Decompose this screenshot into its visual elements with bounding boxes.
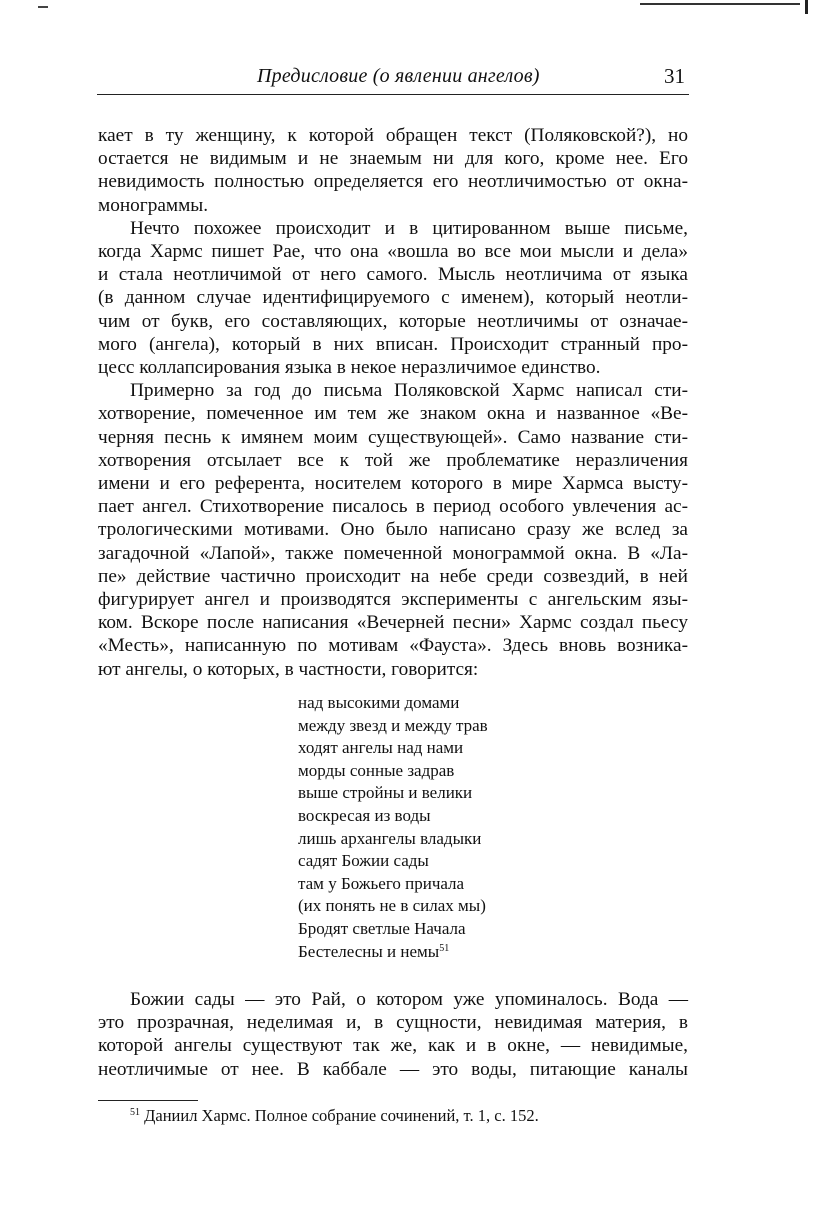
- text-line: монограммы.: [98, 194, 209, 216]
- text-line: неотличимые от нее. В каббале — это воды, питающие каналы: [98, 1058, 688, 1080]
- poem-line-last: [298, 941, 488, 964]
- text-line: ют ангелы, о которых, в частности, говорится:: [98, 658, 479, 680]
- text-line: хотворения отсылает все к той же проблематике неразличения: [98, 449, 688, 471]
- running-head: [97, 64, 689, 92]
- text-line: и стала неотличимой от него самого. Мысль неотличима от языка: [98, 264, 688, 286]
- text-line: мого (ангела), который в них вписан. Происходит странный про-: [98, 333, 688, 355]
- scan-artifact-edge: [640, 3, 800, 5]
- footnote-rule: [98, 1100, 198, 1101]
- footnote: [130, 1106, 539, 1126]
- text-line: которой ангелы существуют так же, как и в окне, — невидимые,: [98, 1035, 688, 1057]
- text-line: фигурирует ангел и производятся эксперименты с ангельским язы-: [98, 589, 688, 611]
- text-line: кает в ту женщину, к которой обращен текст (Поляковской?), но: [98, 125, 688, 146]
- poem-line: там у Божьего причала: [298, 873, 465, 893]
- scan-artifact-corner: [805, 0, 808, 14]
- text-line: (в данном случае идентифицируемого с именем), который неотли-: [98, 287, 688, 309]
- poem-line: морды сонные задрав: [298, 760, 455, 780]
- text-line: загадочной «Лапой», также помеченной монограммой окна. В «Ла-: [98, 542, 688, 564]
- poem-line: выше стройны и велики: [298, 783, 473, 803]
- footnote-ref[interactable]: 51: [439, 942, 450, 954]
- header-rule: [97, 94, 689, 95]
- footnote-text: Даниил Хармс. Полное собрание сочинений, т. 1, с. 152.: [144, 1106, 539, 1125]
- text-line: ком. Вскоре после написания «Вечерней песни» Хармс создал пьесу: [98, 612, 688, 634]
- paragraph-after-poem: [98, 988, 688, 1081]
- page-number: 31: [664, 64, 685, 88]
- text-line: пает ангел. Стихотворение писалось в период особого увлечения ас-: [98, 496, 688, 518]
- text-line: когда Хармс пишет Рае, что она «вошла во все мои мысли и дела»: [98, 241, 688, 263]
- running-title: Предисловие (о явлении ангелов): [257, 65, 540, 87]
- text-line: Примерно за год до письма Поляковской Хармс написал сти-: [130, 380, 688, 402]
- poem-line: Бродят светлые Начала: [298, 918, 466, 938]
- text-line: невидимость полностью определяется его неотличимостью от окна-: [98, 171, 688, 193]
- text-line: имени и его референта, носителем которого в мире Хармса высту-: [98, 473, 688, 495]
- text-line: остается не видимым и не знаемым ни для кого, кроме нее. Его: [98, 148, 688, 170]
- text-line: трологическими мотивами. Оно было написано сразу же вслед за: [98, 519, 688, 541]
- poem-line-text: Бестелесны и немы: [298, 941, 440, 961]
- poem-line: садят Божии сады: [298, 851, 429, 871]
- paragraph-1: [98, 124, 688, 217]
- footnote-mark: 51: [130, 1107, 140, 1118]
- paragraph-3: [98, 379, 688, 681]
- text-line: черняя песнь к имянем моим существующей». Само название сти-: [98, 426, 688, 448]
- poem-quote: [298, 692, 488, 963]
- text-line: Нечто похожее происходит и в цитированном выше письме,: [130, 217, 688, 239]
- text-line: это прозрачная, неделимая и, в сущности, невидимая материя, в: [98, 1012, 688, 1034]
- poem-line: над высокими домами: [298, 693, 460, 712]
- text-line: цесс коллапсирования языка в некое неразличимое единство.: [98, 357, 601, 379]
- text-line: хотворение, помеченное им тем же знаком окна и названное «Ве-: [98, 403, 688, 425]
- poem-line: ходят ангелы над нами: [298, 738, 464, 758]
- scan-artifact-dash: [38, 6, 48, 8]
- text-line: чим от букв, его составляющих, которые неотличимы от означае-: [98, 310, 688, 332]
- text-line: пе» действие частично происходит на небе среди созвездий, в ней: [98, 565, 688, 587]
- body-text: [98, 124, 688, 681]
- text-line: «Месть», написанную по мотивам «Фауста». Здесь вновь возника-: [98, 635, 688, 657]
- poem-line: воскресая из воды: [298, 805, 431, 825]
- poem-line: лишь архангелы владыки: [298, 828, 482, 848]
- text-line: Божии сады — это Рай, о котором уже упоминалось. Вода —: [130, 989, 688, 1010]
- poem-line: (их понять не в силах мы): [298, 896, 486, 916]
- paragraph-2: [98, 217, 688, 379]
- poem-line: между звезд и между трав: [298, 715, 488, 735]
